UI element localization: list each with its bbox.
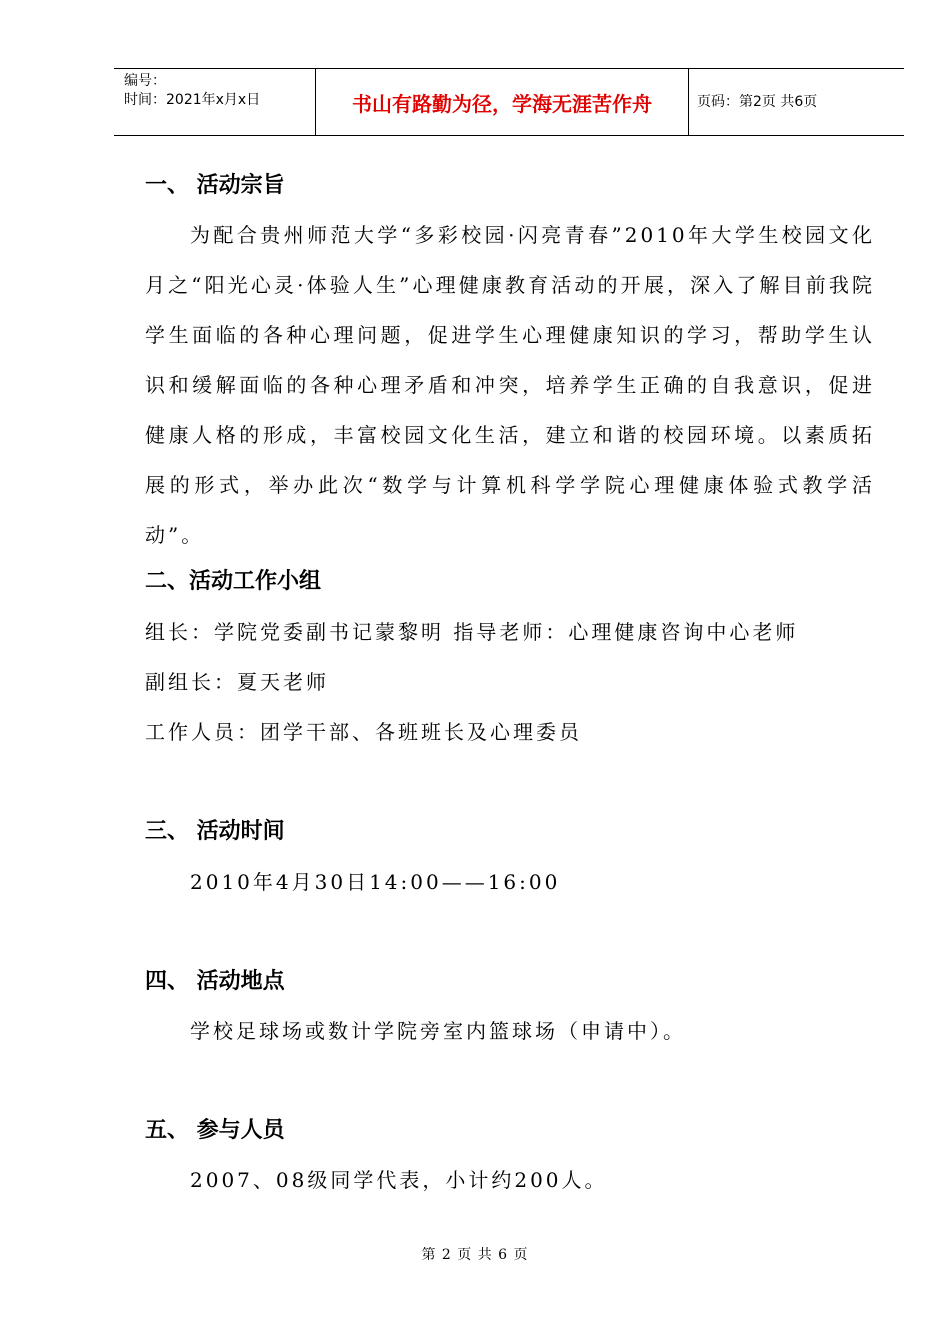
participants-text: 2007、08级同学代表，小计约200人。 [190, 1168, 608, 1192]
number-label: 编号： [124, 73, 166, 89]
header-page-info: 页码：第2页 共6页 [697, 94, 818, 110]
time-label: 时间：2021年x月x日 [124, 92, 261, 108]
section-heading-working-group: 二、活动工作小组 [145, 569, 322, 594]
header-motto: 书山有路勤为径，学海无涯苦作舟 [352, 92, 652, 116]
activity-time-text: 2010年4月30日14:00——16:00 [190, 870, 561, 894]
document-header [114, 68, 904, 136]
section-heading-participants: 五、 参与人员 [145, 1118, 285, 1143]
working-group-deputy: 副组长：夏天老师 [145, 670, 329, 694]
page-footer: 第 2 页 共 6 页 [421, 1247, 529, 1263]
working-group-leader: 组长：学院党委副书记蒙黎明 指导老师：心理健康咨询中心老师 [145, 620, 799, 644]
section-heading-purpose: 一、 活动宗旨 [145, 173, 285, 198]
section-paragraph-purpose: 为配合贵州师范大学“多彩校园·闪亮青春”2010年大学生校园文化月之“阳光心灵·体验人生”心理健康教育活动的开展，深入了解目前我院学生面临的各种心理问题，促进学生心理健康知识的学习，帮助学生认识和缓解面临的各种心理矛盾和冲突，培养学生正确的自我意识，促进健康人格的形成，丰富校园文化生活，建立和谐的校园环境。以素质拓展的形式，举办此次“数学与计算机科学学院心理健康体验式教学活动”。 [145, 223, 875, 547]
section-heading-time: 三、 活动时间 [145, 819, 285, 844]
header-middle-cell [316, 69, 689, 135]
header-left-cell [114, 69, 316, 135]
header-right-cell [689, 69, 904, 135]
working-group-staff: 工作人员：团学干部、各班班长及心理委员 [145, 720, 582, 744]
activity-location-text: 学校足球场或数计学院旁室内篮球场（申请中）。 [190, 1019, 686, 1043]
section-heading-location: 四、 活动地点 [145, 969, 285, 994]
